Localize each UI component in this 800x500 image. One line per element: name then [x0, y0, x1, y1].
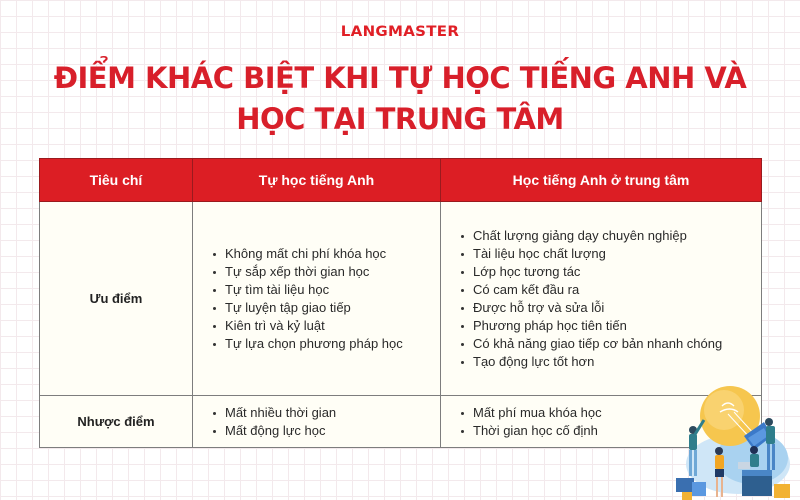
list-item: Kiên trì và kỷ luật: [225, 317, 440, 335]
criterion-advantages: Ưu điểm: [40, 202, 193, 396]
list-item: Tạo động lực tốt hơn: [473, 353, 761, 371]
list-item: Có khả năng giao tiếp cơ bản nhanh chóng: [473, 335, 761, 353]
title-line-1: ĐIỂM KHÁC BIỆT KHI TỰ HỌC TIẾNG ANH VÀ: [53, 61, 747, 95]
header-center-study: Học tiếng Anh ở trung tâm: [441, 159, 762, 202]
self-study-disadvantages: [193, 396, 441, 448]
list-item: Tài liệu học chất lượng: [473, 245, 761, 263]
self-study-advantages-list: [193, 245, 440, 353]
list-item: Mất phí mua khóa học: [473, 404, 761, 422]
center-advantages-list: [441, 227, 761, 371]
list-item: Mất nhiều thời gian: [225, 404, 440, 422]
lightbulb-team-illustration-icon: [672, 378, 800, 500]
table-row-disadvantages: [40, 396, 762, 448]
list-item: Có cam kết đầu ra: [473, 281, 761, 299]
list-item: Tự tìm tài liệu học: [225, 281, 440, 299]
header-self-study: Tự học tiếng Anh: [193, 159, 441, 202]
page-title: [0, 58, 800, 140]
list-item: Thời gian học cố định: [473, 422, 761, 440]
criterion-disadvantages: Nhược điểm: [40, 396, 193, 448]
self-study-advantages: [193, 202, 441, 396]
table-row-advantages: [40, 202, 762, 396]
comparison-table: [39, 158, 762, 448]
list-item: Tự sắp xếp thời gian học: [225, 263, 440, 281]
list-item: Lớp học tương tác: [473, 263, 761, 281]
header-criteria: Tiêu chí: [40, 159, 193, 202]
self-study-disadvantages-list: [193, 404, 440, 440]
list-item: Không mất chi phí khóa học: [225, 245, 440, 263]
list-item: Được hỗ trợ và sửa lỗi: [473, 299, 761, 317]
center-advantages: [441, 202, 762, 396]
langmaster-logo: LANGMASTER: [340, 22, 460, 40]
title-line-2: HỌC TẠI TRUNG TÂM: [236, 102, 564, 136]
list-item: Chất lượng giảng dạy chuyên nghiệp: [473, 227, 761, 245]
list-item: Tự luyện tập giao tiếp: [225, 299, 440, 317]
table-header-row: [40, 159, 762, 202]
list-item: Phương pháp học tiên tiến: [473, 317, 761, 335]
list-item: Tự lựa chọn phương pháp học: [225, 335, 440, 353]
list-item: Mất động lực học: [225, 422, 440, 440]
